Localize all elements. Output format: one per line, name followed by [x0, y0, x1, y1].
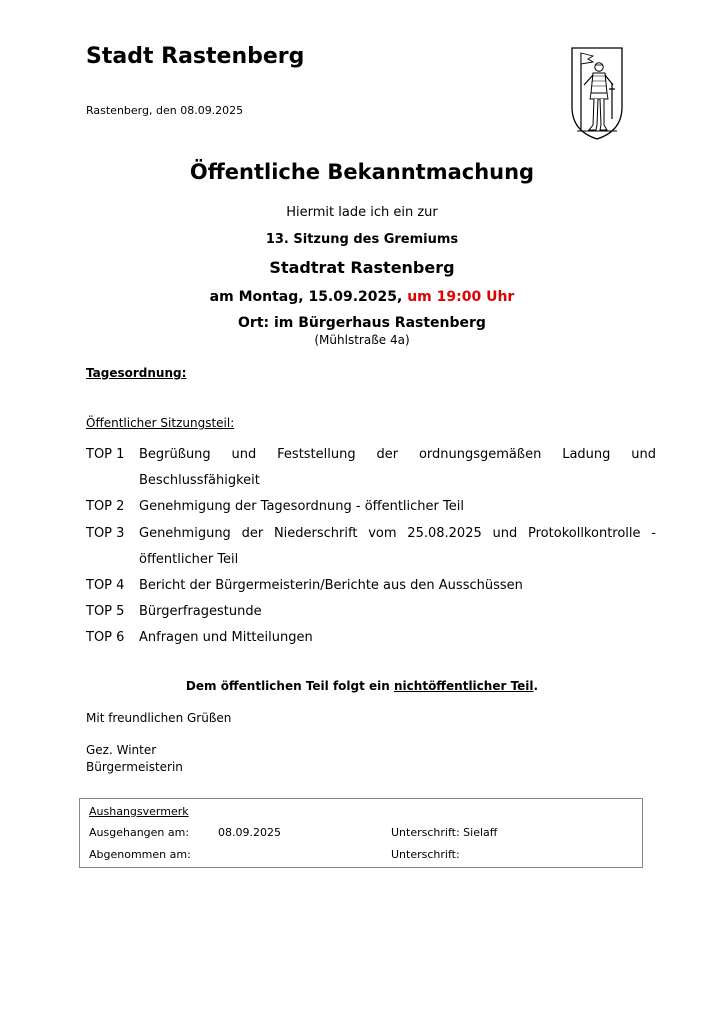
closing-greeting: Mit freundlichen Grüßen: [86, 711, 232, 725]
signer-role: Bürgermeisterin: [86, 760, 183, 774]
agenda-heading: Tagesordnung:: [86, 366, 187, 380]
meeting-address: (Mühlstraße 4a): [314, 333, 410, 347]
invitation-intro: Hiermit lade ich ein zur: [286, 205, 438, 220]
meeting-date: am Montag, 15.09.2025,: [209, 289, 403, 305]
agenda-item-3-text-cont: öffentlicher Teil: [139, 552, 239, 567]
agenda-item-3-number: TOP 3: [86, 526, 125, 541]
posted-date: 08.09.2025: [218, 826, 281, 839]
meeting-time: um 19:00 Uhr: [407, 289, 515, 305]
public-part-heading: Öffentlicher Sitzungsteil:: [86, 416, 235, 430]
removed-label: Abgenommen am:: [89, 848, 191, 861]
note-underlined: nichtöffentlicher Teil: [394, 679, 534, 693]
agenda-item-1-text-cont: Beschlussfähigkeit: [139, 473, 260, 488]
note-text: Dem öffentlichen Teil folgt ein: [185, 679, 395, 693]
date-line: Rastenberg, den 08.09.2025: [86, 104, 244, 117]
agenda-item-2-number: TOP 2: [86, 499, 125, 514]
signer-name: Gez. Winter: [86, 743, 157, 757]
agenda-item-6-number: TOP 6: [86, 630, 125, 645]
agenda-item-4-number: TOP 4: [86, 578, 125, 593]
meeting-datetime: [0, 289, 724, 305]
notice-title: Öffentliche Bekanntmachung: [189, 160, 535, 184]
council-name: Stadtrat Rastenberg: [269, 258, 455, 277]
agenda-item-5-number: TOP 5: [86, 604, 125, 619]
removed-signature: Unterschrift:: [391, 848, 460, 861]
posted-signature: Unterschrift: Sielaff: [391, 826, 498, 839]
agenda-item-1-text: Begrüßung und Feststellung der ordnungsgemäßen Ladung und: [139, 447, 656, 462]
posting-note-box: [79, 798, 643, 868]
posted-label: Ausgehangen am:: [89, 826, 190, 839]
session-name: 13. Sitzung des Gremiums: [265, 232, 459, 247]
agenda-item-4-text: Bericht der Bürgermeisterin/Berichte aus den Ausschüssen: [139, 578, 523, 593]
nonpublic-part-note: [0, 679, 724, 693]
agenda-item-6-text: Anfragen und Mitteilungen: [139, 630, 313, 645]
coat-of-arms-knight-icon: [569, 45, 625, 141]
meeting-location: Ort: im Bürgerhaus Rastenberg: [238, 315, 486, 331]
city-title: Stadt Rastenberg: [86, 44, 305, 69]
agenda-item-2-text: Genehmigung der Tagesordnung - öffentlicher Teil: [139, 499, 464, 514]
agenda-item-3-text: Genehmigung der Niederschrift vom 25.08.2025 und Protokollkontrolle -: [139, 526, 656, 541]
agenda-item-1-number: TOP 1: [86, 447, 125, 462]
note-period: .: [533, 679, 539, 693]
agenda-item-5-text: Bürgerfragestunde: [139, 604, 262, 619]
posting-note-heading: Aushangsvermerk: [89, 805, 189, 818]
